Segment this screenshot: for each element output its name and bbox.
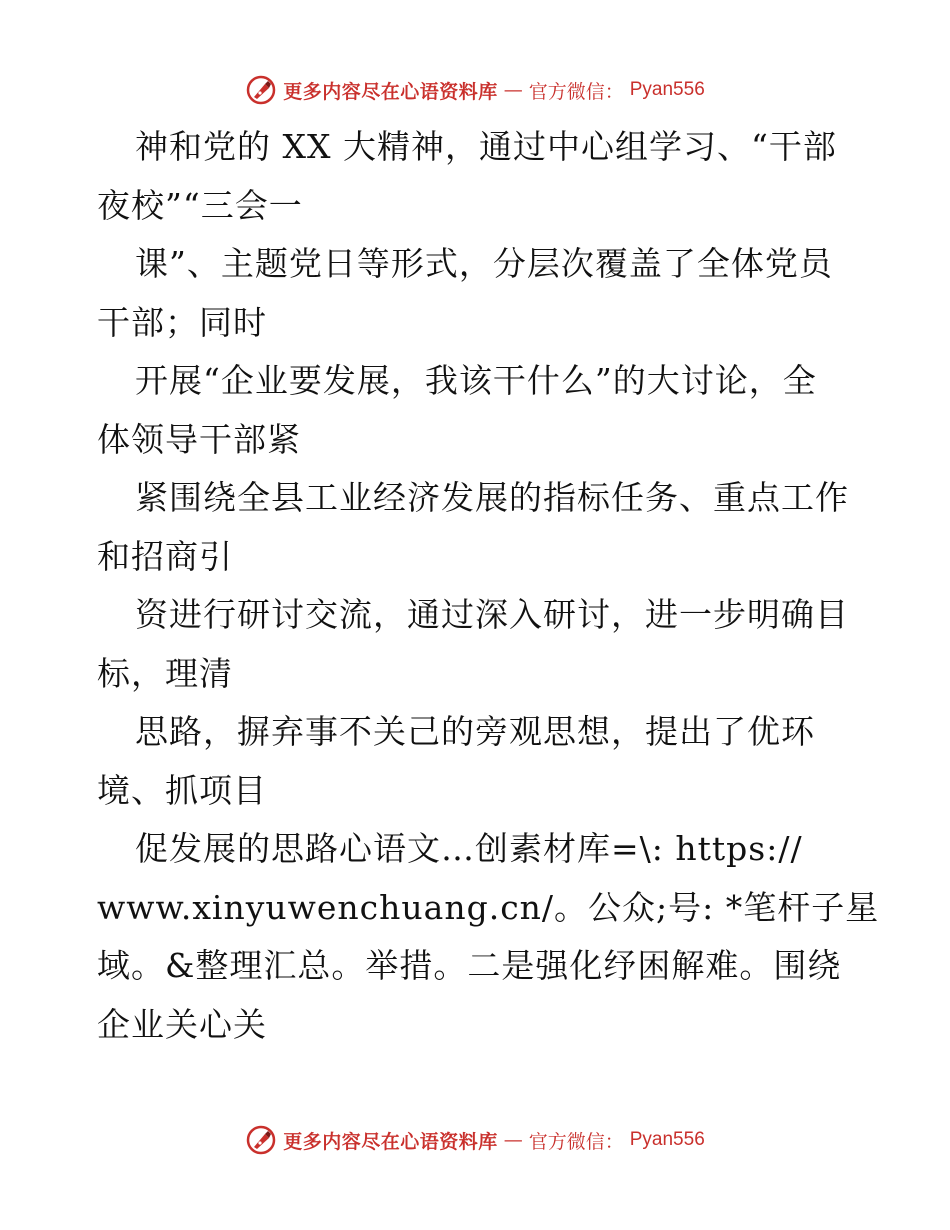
banner-wechat-id: Pyan556 — [629, 79, 705, 100]
body-line: 干部；同时 — [97, 302, 267, 342]
banner-title: 更多内容尽在心语资料库 — [283, 80, 498, 103]
banner-separator: — — [503, 79, 523, 101]
body-line: 体领导干部紧 — [97, 419, 301, 459]
banner-wechat-label: 官方微信： — [528, 80, 624, 103]
footer-banner — [0, 1120, 950, 1160]
body-line: 神和党的 XX 大精神，通过中心组学习、“干部 — [135, 127, 837, 166]
body-line: 促发展的思路心语文…创素材库=\: https:// — [135, 829, 803, 868]
body-line: 域。&整理汇总。举措。二是强化纾困解难。围绕 — [97, 946, 842, 985]
banner-separator: — — [503, 1129, 523, 1151]
banner-wechat-id: Pyan556 — [629, 1129, 705, 1150]
body-line: 和招商引 — [97, 536, 233, 576]
banner-title: 更多内容尽在心语资料库 — [283, 1130, 498, 1153]
body-line: 资进行研讨交流，通过深入研讨，进一步明确目 — [135, 595, 849, 634]
body-line: 夜校”“三会一 — [97, 185, 303, 225]
body-text — [97, 118, 880, 1054]
header-banner — [0, 70, 950, 110]
banner-wechat-label: 官方微信： — [528, 1130, 624, 1153]
body-line: 企业关心关 — [97, 1004, 267, 1044]
body-line: 开展“企业要发展，我该干什么”的大讨论，全 — [135, 361, 817, 400]
body-line: 思路，摒弃事不关己的旁观思想，提出了优环 — [135, 712, 815, 751]
body-line: 紧围绕全县工业经济发展的指标任务、重点工作 — [135, 478, 849, 517]
pen-nib-logo-icon — [245, 74, 277, 106]
body-line: www.xinyuwenchuang.cn/。公众;号: *笔杆子星 — [97, 887, 880, 927]
body-line: 标，理清 — [97, 653, 233, 693]
pen-nib-logo-icon — [245, 1124, 277, 1156]
body-line: 境、抓项目 — [97, 770, 267, 810]
body-line: 课”、主题党日等形式，分层次覆盖了全体党员 — [135, 244, 833, 283]
